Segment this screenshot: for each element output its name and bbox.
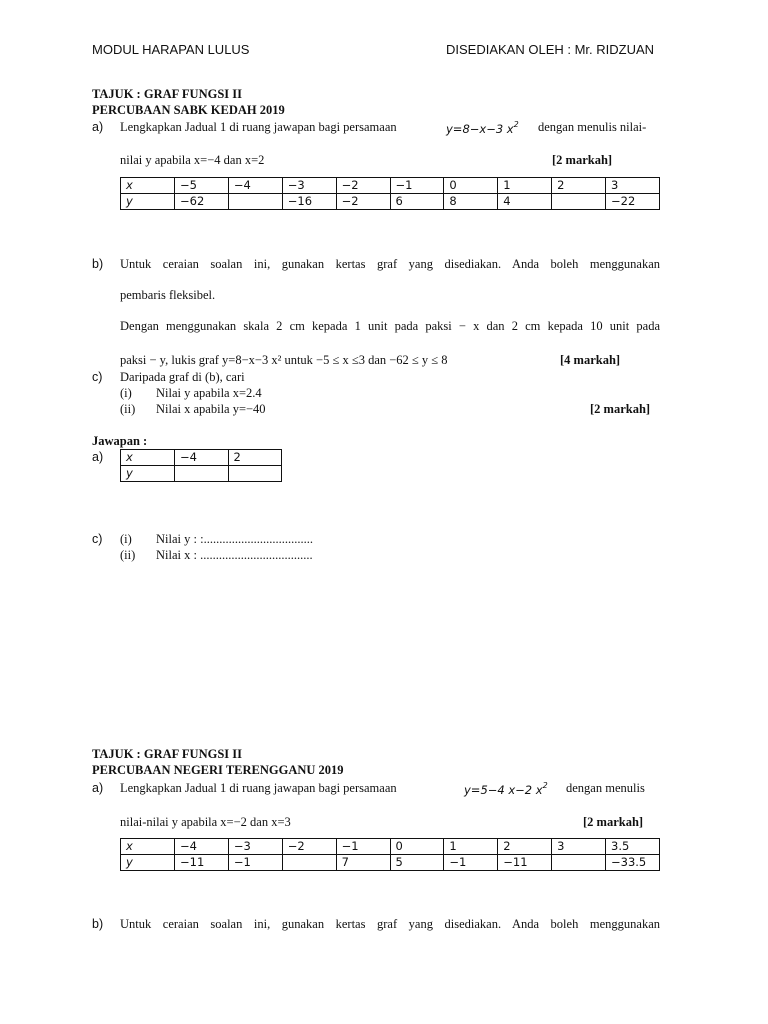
- table-cell: −11: [175, 855, 229, 871]
- table-cell: −33.5: [606, 855, 660, 871]
- s2-a-equation: y=5−4 x−2 $x^2$: [464, 781, 548, 797]
- s1-b-line3: Dengan menggunakan skala 2 cm kepada 1 unit pada paksi − x dan 2 cm kepada 10 unit pada: [120, 319, 660, 333]
- s2-a-text-after: dengan menulis: [566, 781, 645, 795]
- s1-b-marks: [4 markah]: [560, 353, 621, 367]
- table-cell: −62: [175, 194, 229, 210]
- answer-c-i-marker: (i): [120, 532, 132, 546]
- table-cell: −2: [336, 194, 390, 210]
- answer-a-marker: a): [92, 450, 104, 464]
- s1-b-line4: paksi − y, lukis graf y=8−x−3 x² untuk −5 ≤ x ≤3 dan −62 ≤ y ≤ 8: [120, 353, 448, 367]
- answer-c-marker: c): [92, 532, 103, 546]
- table-cell: −1: [336, 839, 390, 855]
- x-label: x: [121, 178, 175, 194]
- header-right: DISEDIAKAN OLEH : Mr. RIDZUAN: [446, 42, 655, 57]
- s1-c-i-text: Nilai y apabila x=2.4: [156, 386, 262, 400]
- table-row-y: [121, 194, 660, 210]
- s2-a-marks: [2 markah]: [583, 815, 644, 829]
- s1-a-marks: [2 markah]: [552, 153, 613, 167]
- table-cell: [228, 194, 282, 210]
- table-cell: −3: [228, 839, 282, 855]
- table-cell: 4: [498, 194, 552, 210]
- table-row-y: [121, 855, 660, 871]
- s1-c-text: Daripada graf di (b), cari: [120, 370, 245, 384]
- table-cell: 2: [228, 450, 282, 466]
- table-cell: 0: [390, 839, 444, 855]
- table-row-x: [121, 450, 282, 466]
- y-label: y: [121, 194, 175, 210]
- s1-c-ii-text: Nilai x apabila y=−40: [156, 402, 266, 416]
- table-cell: −16: [282, 194, 336, 210]
- table-cell: −1: [390, 178, 444, 194]
- table-cell: 1: [498, 178, 552, 194]
- s1-c-i-marker: (i): [120, 386, 132, 400]
- table-cell: 6: [390, 194, 444, 210]
- s1-a-text: Lengkapkan Jadual 1 di ruang jawapan bagi persamaan: [120, 120, 397, 134]
- section1-source: PERCUBAAN SABK KEDAH 2019: [92, 103, 285, 117]
- table-cell: −4: [228, 178, 282, 194]
- table-cell: −1: [228, 855, 282, 871]
- section2-source: PERCUBAAN NEGERI TERENGGANU 2019: [92, 763, 344, 777]
- table-cell: 5: [390, 855, 444, 871]
- s2-b-marker: b): [92, 917, 104, 931]
- table-cell: −1: [444, 855, 498, 871]
- table-cell: −11: [498, 855, 552, 871]
- table-cell: 2: [552, 178, 606, 194]
- s2-a-text: Lengkapkan Jadual 1 di ruang jawapan bagi persamaan: [120, 781, 397, 795]
- s1-c-ii-marker: (ii): [120, 402, 136, 416]
- answer-title: Jawapan :: [92, 434, 148, 448]
- y-label: y: [121, 466, 175, 482]
- header-left: MODUL HARAPAN LULUS: [92, 42, 250, 57]
- table-cell: [552, 855, 606, 871]
- table-cell: −4: [175, 450, 229, 466]
- section2-topic: TAJUK : GRAF FUNGSI II: [92, 747, 243, 761]
- table-cell: −2: [336, 178, 390, 194]
- s1-b-line1: Untuk ceraian soalan ini, gunakan kertas graf yang disediakan. Anda boleh menggunakan: [120, 257, 660, 271]
- y-label: y: [121, 855, 175, 871]
- s2-a-line2: nilai-nilai y apabila x=−2 dan x=3: [120, 815, 291, 829]
- s1-a-marker: a): [92, 120, 104, 134]
- s1-c-marks: [2 markah]: [590, 402, 651, 416]
- s1-a-equation: y=8−x−3 $x^2$: [446, 120, 519, 136]
- x-label: x: [121, 450, 175, 466]
- s1-b-line2: pembaris fleksibel.: [120, 288, 216, 302]
- table-row-y: [121, 466, 282, 482]
- table-cell: −22: [606, 194, 660, 210]
- table-cell: 3: [606, 178, 660, 194]
- table-cell: 3.5: [606, 839, 660, 855]
- answer-c-ii-marker: (ii): [120, 548, 136, 562]
- table-cell: 0: [444, 178, 498, 194]
- table-cell: −3: [282, 178, 336, 194]
- x-label: x: [121, 839, 175, 855]
- table-cell: 1: [444, 839, 498, 855]
- s1-value-table: [120, 177, 660, 210]
- s1-b-marker: b): [92, 257, 104, 271]
- s1-c-marker: c): [92, 370, 103, 384]
- table-cell: [282, 855, 336, 871]
- s1-a-text-after: dengan menulis nilai-: [538, 120, 647, 134]
- answer-c-i-line[interactable]: Nilai y : :...................................: [156, 532, 313, 546]
- section1-topic: TAJUK : GRAF FUNGSI II: [92, 87, 243, 101]
- table-cell: −2: [282, 839, 336, 855]
- answer-cell[interactable]: [175, 466, 229, 482]
- table-cell: 3: [552, 839, 606, 855]
- table-cell: −4: [175, 839, 229, 855]
- s1-a-line2: nilai y apabila x=−4 dan x=2: [120, 153, 265, 167]
- s2-value-table: [120, 838, 660, 871]
- answer-cell[interactable]: [228, 466, 282, 482]
- table-cell: 8: [444, 194, 498, 210]
- s2-b-line1: Untuk ceraian soalan ini, gunakan kertas graf yang disediakan. Anda boleh menggunakan: [120, 917, 660, 931]
- table-cell: 2: [498, 839, 552, 855]
- table-cell: 7: [336, 855, 390, 871]
- s2-a-marker: a): [92, 781, 104, 795]
- table-row-x: [121, 178, 660, 194]
- table-cell: [552, 194, 606, 210]
- table-row-x: [121, 839, 660, 855]
- answer-table: [120, 449, 282, 482]
- answer-c-ii-line[interactable]: Nilai x : ....................................: [156, 548, 313, 562]
- table-cell: −5: [175, 178, 229, 194]
